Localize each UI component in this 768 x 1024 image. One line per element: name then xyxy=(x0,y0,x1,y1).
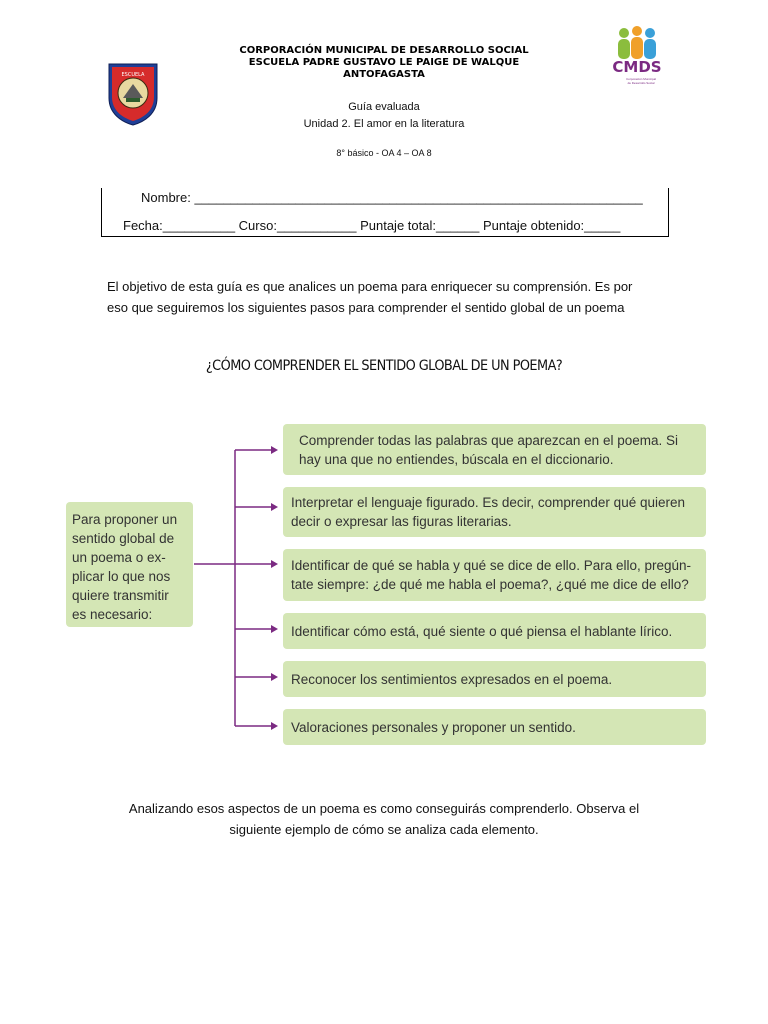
svg-text:ESCUELA: ESCUELA xyxy=(121,72,145,78)
intro-line-1: El objetivo de esta guía es que analices un poema para enriquecer su comprensión. Es por xyxy=(107,279,633,294)
source-line-1: Para proponer un xyxy=(72,512,178,527)
step-1-line-1: Comprender todas las palabras que aparezcan en el poema. Si xyxy=(299,432,678,448)
cmds-logo-text: CMDS xyxy=(612,58,662,76)
header-line-city: ANTOFAGASTA xyxy=(343,69,425,80)
intro-line-2: eso que seguiremos los siguientes pasos para comprender el sentido global de un poema xyxy=(107,300,625,315)
step-box-3 xyxy=(283,549,706,601)
name-field[interactable]: Nombre: ______________________________________________________________ xyxy=(141,190,643,205)
cmds-logo-subtext: Corporación Municipal de Desarrollo Social xyxy=(626,77,656,85)
closing-paragraph xyxy=(0,798,768,840)
step-box-6 xyxy=(283,709,706,745)
header-line-school: ESCUELA PADRE GUSTAVO LE PAIGE DE WALQUE xyxy=(248,57,520,68)
step-2-line-1: Interpretar el lenguaje figurado. Es decir, comprender qué quieren xyxy=(291,495,685,510)
diagram-source-box xyxy=(66,502,193,627)
step-box-5 xyxy=(283,661,706,697)
step-box-1 xyxy=(283,424,706,475)
guide-title: Guía evaluada xyxy=(348,101,420,113)
step-2-line-2: decir o expresar las figuras literarias. xyxy=(291,514,512,529)
closing-line-2: siguiente ejemplo de cómo se analiza cada elemento. xyxy=(229,822,539,837)
header-line-corporation: CORPORACIÓN MUNICIPAL DE DESARROLLO SOCIAL xyxy=(239,45,529,56)
step-4-line-1: Identificar cómo está, qué siente o qué piensa el hablante lírico. xyxy=(291,623,673,639)
source-line-5: quiere transmitir xyxy=(72,588,169,603)
step-3-line-1: Identificar de qué se habla y qué se dice de ello. Para ello, pregún- xyxy=(291,558,692,573)
step-5-line-1: Reconocer los sentimientos expresados en el poema. xyxy=(291,671,613,687)
source-line-3: un poema o ex- xyxy=(72,550,166,565)
step-1-line-2: hay una que no entiendes, búscala en el diccionario. xyxy=(299,451,614,467)
step-box-2 xyxy=(283,487,706,537)
unit-title: Unidad 2. El amor en la literatura xyxy=(303,118,465,130)
level-label: 8° básico - OA 4 – OA 8 xyxy=(336,148,432,158)
step-6-line-1: Valoraciones personales y proponer un sentido. xyxy=(291,719,576,735)
source-line-4: plicar lo que nos xyxy=(72,569,171,584)
section-heading: ¿CÓMO COMPRENDER EL SENTIDO GLOBAL DE UN POEMA? xyxy=(205,358,563,374)
step-box-4 xyxy=(283,613,706,649)
closing-line-1: Analizando esos aspectos de un poema es como conseguirás comprenderlo. Observa el xyxy=(128,801,640,816)
source-line-6: es necesario: xyxy=(72,607,153,622)
step-3-line-2: tate siempre: ¿de qué me habla el poema?, ¿qué me dice de ello? xyxy=(291,577,689,592)
source-line-2: sentido global de xyxy=(72,531,175,546)
date-course-score-field[interactable]: Fecha:__________ Curso:___________ Puntaje total:______ Puntaje obtenido:_____ xyxy=(123,218,621,233)
